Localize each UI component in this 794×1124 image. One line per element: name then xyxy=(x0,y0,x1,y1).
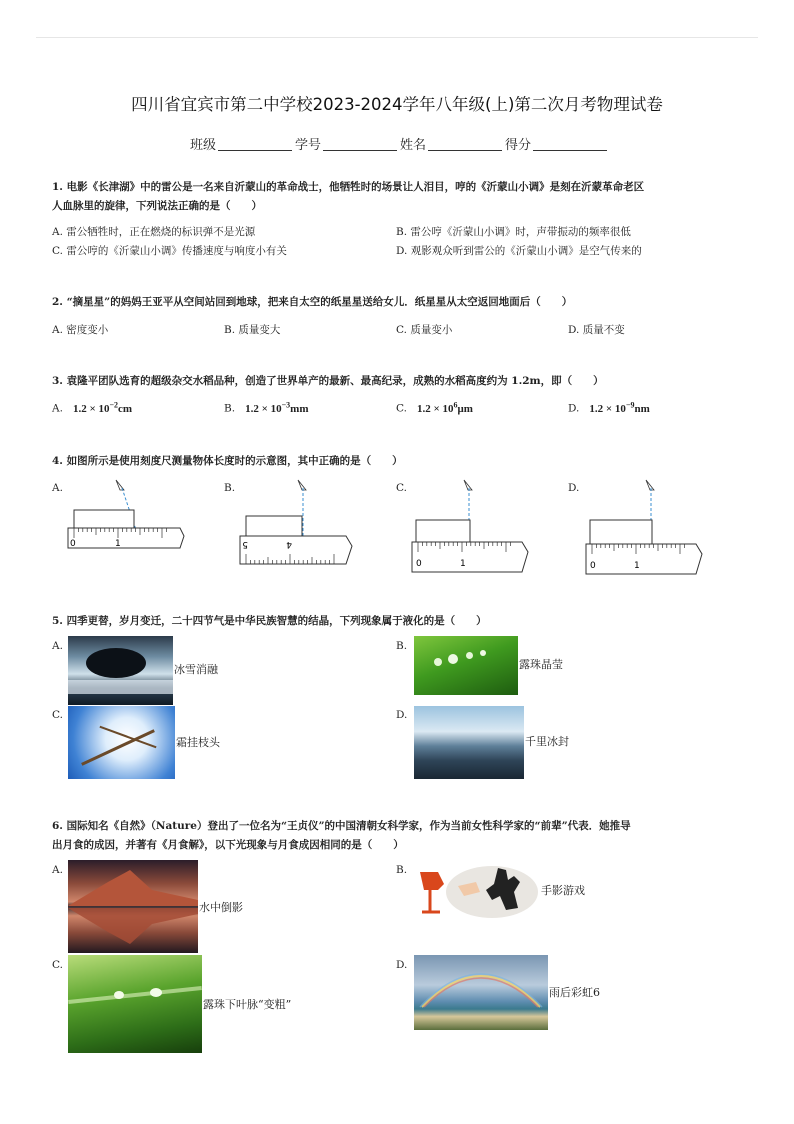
q6-caption-a: 水中倒影 xyxy=(199,901,243,914)
name-label: 姓名 xyxy=(400,138,427,153)
q3-stem: 3. 袁隆平团队选育的超级杂交水稻品种，创造了世界单产的最新、最高纪录，成熟的水稻高度约为 1.2m，即（ ） xyxy=(52,375,604,387)
q6-stem xyxy=(52,817,742,855)
tick-label-1: 1 xyxy=(460,559,466,569)
q5-photo-ice-melting xyxy=(68,636,173,705)
q6-figure-hand-shadow xyxy=(414,862,538,922)
q5-caption-b: 露珠晶莹 xyxy=(519,658,563,671)
tick-label-0: 0 xyxy=(70,539,76,549)
q3-a-value: $1.2 \times 10^{-2}cm$ xyxy=(72,400,133,415)
q6-label-b: B. xyxy=(396,864,408,876)
q4-label-a: A. xyxy=(52,482,63,494)
ruler-body xyxy=(586,544,702,574)
q1-option-c: C. 雷公哼的《沂蒙山小调》传播速度与响度小有关 xyxy=(52,245,287,257)
name-blank xyxy=(428,150,502,151)
q2-option-b: B. 质量变大 xyxy=(224,324,281,336)
q3-b-value: $1.2 \times 10^{-3}mm$ xyxy=(245,400,309,415)
q3-c-letter: C. xyxy=(396,402,407,415)
q6-stem-line1: 6. 国际知名《自然》（Nature）登出了一位名为“王贞仪”的中国清朝女科学家，作为当前女性科学家的“前辈”代表．她推导 xyxy=(52,820,631,832)
measured-block xyxy=(590,520,652,544)
class-blank xyxy=(218,150,292,151)
q3-d-value: $1.2 \times 10^{-9}nm$ xyxy=(589,400,650,415)
score-label: 得分 xyxy=(505,138,532,153)
measured-block xyxy=(74,510,134,528)
page-top-divider xyxy=(36,37,758,38)
student-info-line xyxy=(190,134,610,153)
q3-option-c xyxy=(396,400,473,415)
q4-label-c: C. xyxy=(396,482,407,494)
q6-caption-c: 露珠下叶脉“变粗” xyxy=(203,998,292,1011)
tick-label-1: 1 xyxy=(115,539,121,549)
q5-caption-d: 千里冰封 xyxy=(525,735,569,748)
q5-photo-frost-branches xyxy=(68,706,175,779)
q1-option-b: B. 雷公哼《沂蒙山小调》时，声带振动的频率很低 xyxy=(396,226,631,238)
q2-option-d: D. 质量不变 xyxy=(568,324,625,336)
q6-label-d: D. xyxy=(396,959,408,971)
tick-label-5: 5 xyxy=(242,539,248,549)
measured-block xyxy=(246,516,302,536)
q3-option-a xyxy=(52,400,132,415)
page-title: 四川省宜宾市第二中学校2023-2024学年八年级(上)第二次月考物理试卷 xyxy=(131,95,663,114)
q5-caption-a: 冰雪消融 xyxy=(174,663,218,676)
tick-label-0: 0 xyxy=(590,561,596,571)
ruler-body xyxy=(240,536,352,564)
q3-d-letter: D. xyxy=(568,402,580,415)
q4-label-d: D. xyxy=(568,482,580,494)
q5-label-c: C. xyxy=(52,709,63,721)
class-label: 班级 xyxy=(190,138,217,153)
q2-option-a: A. 密度变小 xyxy=(52,324,109,336)
q5-photo-frozen-lake xyxy=(414,706,524,779)
q5-caption-c: 霜挂枝头 xyxy=(176,736,220,749)
id-blank xyxy=(323,150,397,151)
q4-figure-c xyxy=(406,474,536,576)
q3-option-b xyxy=(224,400,309,415)
q2-stem: 2. “摘星星”的妈妈王亚平从空间站回到地球，把来自太空的纸星星送给女儿．纸星星从太空返回地面后（ ） xyxy=(52,296,573,308)
q4-figure-a xyxy=(62,474,192,576)
tick-label-1: 1 xyxy=(634,561,640,571)
q6-stem-line2: 出月食的成因，并著有《月食解》，以下光现象与月食成因相同的是（ ） xyxy=(52,839,404,851)
q3-option-d xyxy=(568,400,650,415)
id-label: 学号 xyxy=(295,138,322,153)
measured-block xyxy=(416,520,470,542)
q6-caption-d: 雨后彩虹6 xyxy=(549,986,600,999)
lamp-icon xyxy=(420,872,444,890)
tick-label-4: 4 xyxy=(286,539,292,549)
q4-figure-d xyxy=(578,474,708,576)
q1-stem xyxy=(52,178,742,216)
q1-stem-line2: 人血脉里的旋律，下列说法正确的是（ ） xyxy=(52,200,262,212)
eye-icon xyxy=(464,480,472,490)
q3-a-letter: A. xyxy=(52,402,63,415)
q6-photo-mountain-reflection xyxy=(68,860,198,953)
score-blank xyxy=(533,150,607,151)
ruler-body xyxy=(412,542,528,572)
q4-figure-b xyxy=(234,474,364,576)
q6-caption-b: 手影游戏 xyxy=(541,884,585,897)
q1-stem-line1: 1. 电影《长津湖》中的雷公是一名来自沂蒙山的革命战士，他牺牲时的场景让人泪目，哼的《沂蒙山小调》是刻在沂蒙革命老区 xyxy=(52,181,645,193)
tick-label-0: 0 xyxy=(416,559,422,569)
q1-option-d: D. 观影观众听到雷公的《沂蒙山小调》是空气传来的 xyxy=(396,245,642,257)
q5-label-d: D. xyxy=(396,709,408,721)
q2-option-c: C. 质量变小 xyxy=(396,324,453,336)
q4-label-b: B. xyxy=(224,482,236,494)
q1-option-a: A. 雷公牺牲时，正在燃烧的标识弹不是光源 xyxy=(52,226,256,238)
q3-c-value: $1.2 \times 10^6\mu m$ xyxy=(417,400,473,415)
q5-photo-dew-drops xyxy=(414,636,518,695)
q6-photo-dew-on-leaf xyxy=(68,955,202,1053)
q5-label-a: A. xyxy=(52,640,63,652)
q6-label-a: A. xyxy=(52,864,63,876)
q3-b-letter: B. xyxy=(224,402,236,415)
q5-stem: 5. 四季更替，岁月变迁，二十四节气是中华民族智慧的结晶，下列现象属于液化的是（ ） xyxy=(52,615,487,627)
q6-label-c: C. xyxy=(52,959,63,971)
q4-stem: 4. 如图所示是使用刻度尺测量物体长度时的示意图，其中正确的是（ ） xyxy=(52,455,403,467)
q6-photo-rainbow xyxy=(414,955,548,1030)
eye-icon xyxy=(116,480,124,490)
eye-icon xyxy=(646,480,654,490)
q5-label-b: B. xyxy=(396,640,408,652)
eye-icon xyxy=(298,480,306,490)
